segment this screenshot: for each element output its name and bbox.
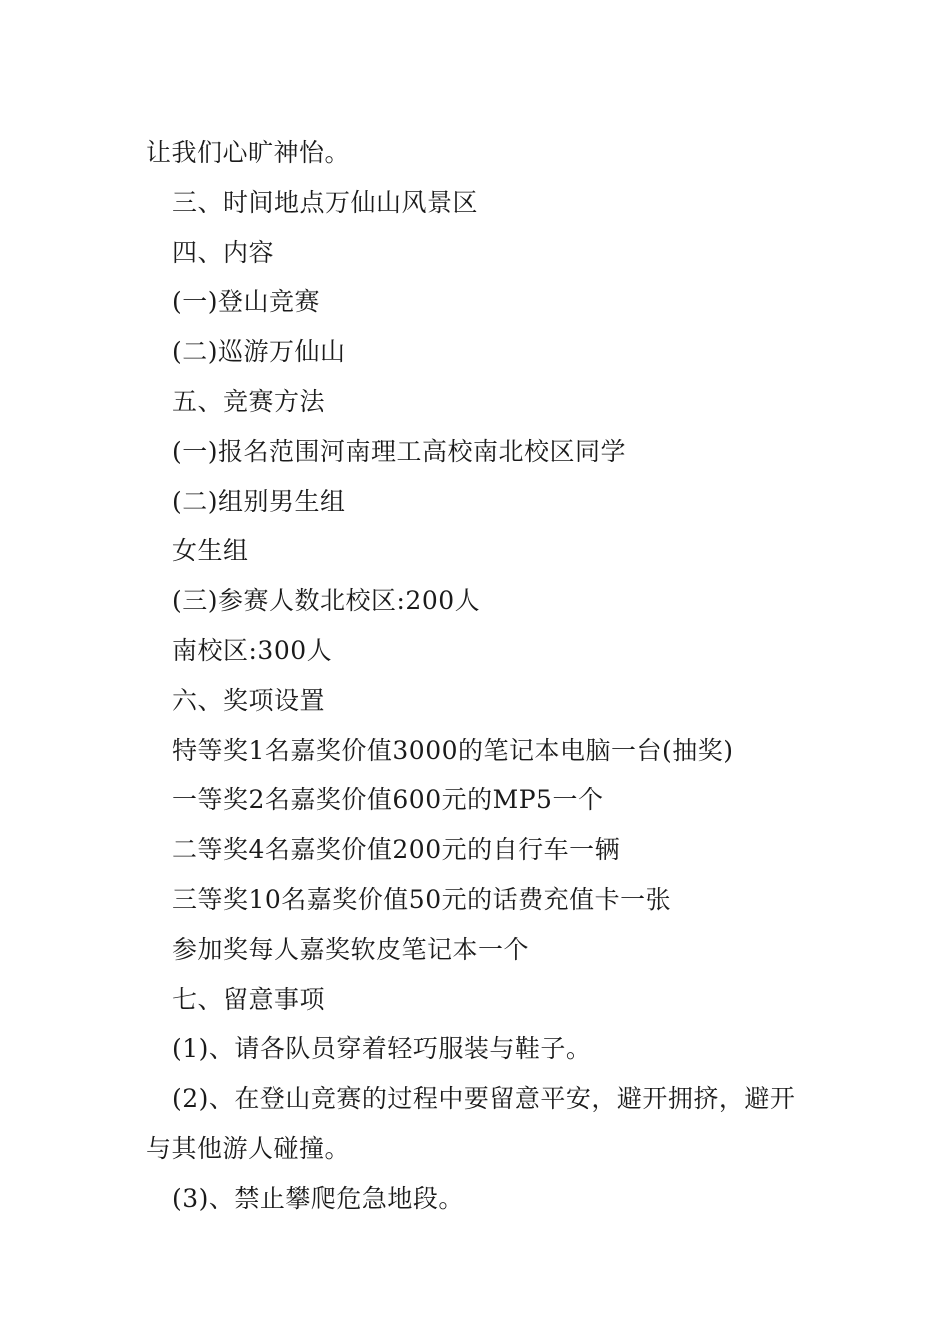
text-line: 特等奖1名嘉奖价值3000的笔记本电脑一台(抽奖): [172, 735, 734, 765]
text-line: 南校区:300人: [172, 635, 333, 665]
text-line: 女生组: [172, 536, 249, 566]
text-line: 参加奖每人嘉奖软皮笔记本一个: [172, 934, 530, 964]
section-heading-awards: 六、奖项设置: [172, 685, 326, 715]
text-line: 二等奖4名嘉奖价值200元的自行车一辆: [172, 835, 621, 865]
text-line: (二)组别男生组: [172, 486, 346, 516]
text-line: 让我们心旷神怡。: [146, 138, 351, 167]
text-line: 一等奖2名嘉奖价值600元的MP5一个: [172, 785, 604, 815]
section-heading-time-place: 三、时间地点万仙山风景区: [172, 187, 479, 217]
text-line: (2)、在登山竞赛的过程中要留意平安，避开拥挤，避开: [172, 1084, 796, 1114]
text-line: (1)、请各队员穿着轻巧服装与鞋子。: [172, 1034, 592, 1064]
text-line: (二)巡游万仙山: [172, 337, 346, 367]
section-heading-method: 五、竞赛方法: [172, 386, 326, 416]
text-line: 与其他游人碰撞。: [146, 1133, 351, 1163]
text-line: (一)登山竞赛: [172, 287, 321, 317]
text-line: 三等奖10名嘉奖价值50元的话费充值卡一张: [172, 884, 672, 914]
section-heading-notes: 七、留意事项: [172, 984, 326, 1014]
text-line: (一)报名范围河南理工高校南北校区同学: [172, 436, 627, 466]
document-body: [146, 128, 808, 1224]
section-heading-content: 四、内容: [172, 237, 275, 267]
text-line: (3)、禁止攀爬危急地段。: [172, 1183, 464, 1213]
text-line: (三)参赛人数北校区:200人: [172, 586, 481, 616]
